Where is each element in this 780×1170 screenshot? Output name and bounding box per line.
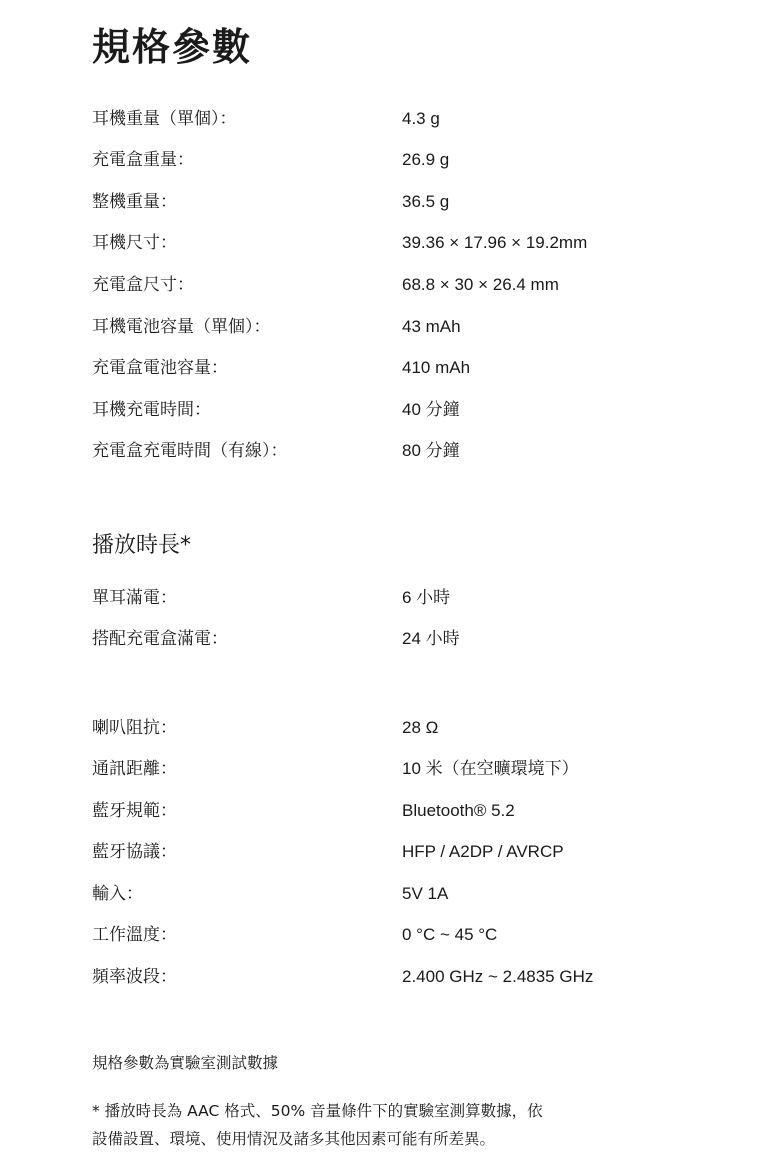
spec-row-single-charge	[0, 583, 780, 613]
spec-label: 頻率波段：	[92, 967, 177, 987]
spec-row-earbud-battery	[0, 312, 780, 342]
spec-row-impedance	[0, 713, 780, 743]
spec-label: 耳機尺寸：	[92, 233, 177, 253]
spec-row-frequency-band	[0, 962, 780, 992]
spec-label: 通訊距離：	[92, 759, 177, 779]
spec-value: 2.400 GHz ~ 2.4835 GHz	[402, 967, 594, 986]
spec-row-earbud-size	[0, 228, 780, 258]
spec-label: 耳機電池容量（單個）：	[92, 317, 271, 337]
spec-row-with-case	[0, 624, 780, 654]
spec-value: 4.3 g	[402, 109, 440, 128]
spec-label: 耳機重量（單個）：	[92, 109, 237, 129]
spec-label: 工作溫度：	[92, 925, 177, 945]
spec-label: 藍牙規範：	[92, 801, 177, 821]
spec-label: 充電盒尺寸：	[92, 275, 194, 295]
spec-label: 單耳滿電：	[92, 588, 177, 608]
spec-label: 喇叭阻抗：	[92, 718, 177, 738]
spec-value: 26.9 g	[402, 150, 450, 169]
spec-value: 0 °C ~ 45 °C	[402, 925, 498, 944]
spec-value: 410 mAh	[402, 358, 471, 377]
spec-label: 搭配充電盒滿電：	[92, 629, 228, 649]
spec-label: 輸入：	[92, 884, 143, 904]
spec-row-bluetooth-version	[0, 796, 780, 826]
spec-row-case-battery	[0, 353, 780, 383]
spec-value: 40 分鐘	[402, 400, 460, 419]
spec-value: 6 小時	[402, 588, 451, 607]
spec-label: 整機重量：	[92, 192, 177, 212]
spec-value: 36.5 g	[402, 192, 450, 211]
spec-value: 5V 1A	[402, 884, 449, 903]
spec-label: 藍牙協議：	[92, 842, 177, 862]
spec-row-case-size	[0, 270, 780, 300]
spec-row-range	[0, 754, 780, 784]
spec-value: 80 分鐘	[402, 441, 460, 460]
spec-row-case-charge-time	[0, 436, 780, 466]
spec-label: 耳機充電時間：	[92, 400, 211, 420]
spec-value: Bluetooth® 5.2	[402, 801, 515, 820]
spec-row-input	[0, 879, 780, 909]
spec-row-earbud-charge-time	[0, 395, 780, 425]
footnote-line-2: 設備設置、環境、使用情況及諸多其他因素可能有所差異。	[92, 1130, 496, 1148]
spec-row-total-weight	[0, 187, 780, 217]
spec-value: 10 米（在空曠環境下）	[402, 759, 579, 778]
spec-row-case-weight	[0, 145, 780, 175]
spec-value: 68.8 × 30 × 26.4 mm	[402, 275, 559, 294]
spec-label: 充電盒重量：	[92, 150, 194, 170]
spec-label: 充電盒充電時間（有線）：	[92, 441, 288, 461]
spec-value: 24 小時	[402, 629, 460, 648]
spec-value: 43 mAh	[402, 317, 461, 336]
spec-value: 39.36 × 17.96 × 19.2mm	[402, 233, 588, 252]
spec-value: HFP / A2DP / AVRCP	[402, 842, 564, 861]
footnote-line-1: * 播放時長為 AAC 格式、50% 音量條件下的實驗室測算數據，依	[92, 1102, 543, 1120]
spec-row-earbud-weight	[0, 104, 780, 134]
playback-heading: 播放時長*	[92, 533, 192, 558]
page-title: 規格參數	[92, 25, 253, 69]
spec-label: 充電盒電池容量：	[92, 358, 228, 378]
lab-data-note: 規格參數為實驗室測試數據	[92, 1054, 279, 1072]
spec-value: 28 Ω	[402, 718, 439, 737]
spec-row-bluetooth-profiles	[0, 837, 780, 867]
spec-row-operating-temp	[0, 920, 780, 950]
